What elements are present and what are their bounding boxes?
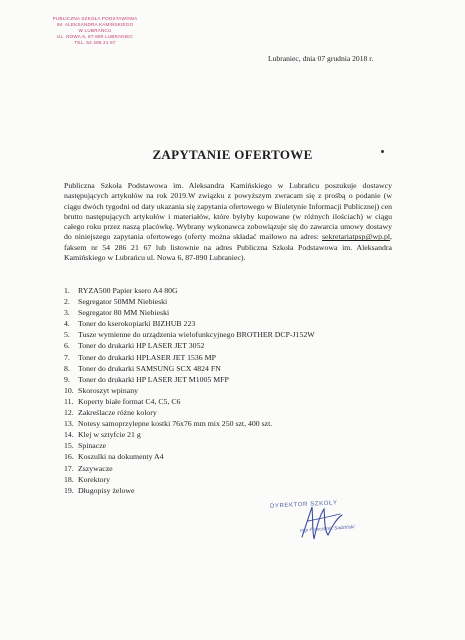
item-text: Zszywacze bbox=[78, 463, 113, 473]
list-item bbox=[64, 318, 315, 329]
item-number: 14. bbox=[64, 430, 74, 440]
item-text: Długopisy żelowe bbox=[78, 485, 135, 495]
items-list bbox=[64, 285, 315, 496]
stamp-line: W LUBRAŃCU bbox=[78, 28, 112, 34]
intro-paragraph bbox=[64, 181, 392, 263]
item-number: 19. bbox=[64, 485, 74, 495]
item-number: 3. bbox=[64, 308, 70, 318]
item-text: Toner do drukarki SAMSUNG SCX 4824 FN bbox=[78, 363, 221, 373]
item-text: Klej w sztyfcie 21 g bbox=[78, 430, 141, 440]
item-number: 9. bbox=[64, 374, 70, 384]
item-number: 4. bbox=[64, 319, 70, 329]
list-item bbox=[64, 429, 315, 440]
item-number: 18. bbox=[64, 474, 74, 484]
item-number: 6. bbox=[64, 341, 70, 351]
item-text: Koszulki na dokumenty A4 bbox=[78, 452, 164, 462]
item-number: 15. bbox=[64, 441, 74, 451]
item-text: Skoroszyt wpinany bbox=[78, 385, 138, 395]
item-number: 12. bbox=[64, 408, 74, 418]
item-text: Tusze wymienne do urządzenia wielofunkcyjnego BROTHER DCP-J152W bbox=[78, 330, 315, 340]
list-item bbox=[64, 474, 315, 485]
list-item bbox=[64, 363, 315, 374]
list-item bbox=[64, 463, 315, 474]
stamp-line: PUBLICZNA SZKOŁA PODSTAWOWA bbox=[52, 16, 138, 21]
item-number: 2. bbox=[64, 297, 70, 307]
item-number: 7. bbox=[64, 352, 70, 362]
email-link[interactable]: sekretariatpsp@wp.pl bbox=[322, 232, 391, 242]
list-item bbox=[64, 296, 315, 307]
signature-name: mgr Franciszek Sadziński bbox=[299, 525, 355, 534]
item-number: 11. bbox=[64, 396, 74, 406]
item-number: 10. bbox=[64, 385, 74, 395]
item-text: Zakreślacze różne kolory bbox=[78, 408, 157, 418]
item-text: Segregator 80 MM Niebieski bbox=[78, 308, 170, 318]
item-text: Toner do drukarki HP LASER JET 3052 bbox=[78, 341, 205, 351]
item-text: Korektory bbox=[78, 474, 111, 484]
item-text: Koperty białe format C4, C5, C6 bbox=[78, 396, 181, 406]
stamp-line: UL. NOWA 6, 87-890 LUBRANIEC bbox=[56, 34, 134, 40]
list-item bbox=[64, 329, 315, 340]
list-item bbox=[64, 418, 315, 429]
item-number: 5. bbox=[64, 330, 70, 340]
school-stamp bbox=[30, 16, 160, 46]
item-text: Segregator 50MM Niebieski bbox=[78, 297, 168, 307]
list-item bbox=[64, 340, 315, 351]
document-date: Lubraniec, dnia 07 grudnia 2018 r. bbox=[268, 54, 374, 63]
item-text: RYZA500 Papier ksero A4 80G bbox=[78, 286, 178, 295]
document-title: ZAPYTANIE OFERTOWE bbox=[152, 147, 313, 162]
stamp-line: IM. ALEKSANDRA KAMIŃSKIEGO bbox=[56, 22, 134, 28]
list-item bbox=[64, 396, 315, 407]
item-number: 17. bbox=[64, 463, 74, 473]
list-item bbox=[64, 407, 315, 418]
list-item bbox=[64, 374, 315, 385]
item-text: Spinacze bbox=[78, 441, 107, 451]
list-item bbox=[64, 285, 315, 296]
list-item bbox=[64, 440, 315, 451]
item-number: 13. bbox=[64, 419, 74, 429]
item-text: Toner do drukarki HPLASER JET 1536 MP bbox=[78, 352, 216, 362]
list-item bbox=[64, 352, 315, 363]
stamp-line: TEL. 54 286 21 67 bbox=[74, 40, 116, 46]
item-text: Toner do drukarki HP LASER JET M1005 MFP bbox=[78, 374, 229, 384]
list-item bbox=[64, 307, 315, 318]
list-item bbox=[64, 451, 315, 462]
intro-text-part2: , faksem nr 54 286 21 67 lub listownie na adres Publiczna Szkoła Podstawowa im. Aleksandra Kamińskiego w Lubrańcu ul. Nowa 6, 87-890 Lubraniec). bbox=[64, 232, 392, 263]
intro-text-part1: Publiczna Szkoła Podstawowa im. Aleksandra Kamińskiego w Lubrańcu poszukuje dostawcy następujących artykułów na rok 2019.W związku z powyższym zwracam się z prośbą o podanie (w ciągu dwóch tygodni od daty ukazania się zapytania ofertowego w Biuletynie Informacji Publicznej) cen brutto następujących artykułów i materiałów, które byłyby kupowane (w różnych ilościach) w ciągu całego roku przez naszą placówkę. Wybrany wykonawca zobowiązuje się do zawarcia umowy dostawy do niniejszego zapytania ofertowego (oferty można składać mailowo na adres: bbox=[64, 181, 392, 242]
signature-title: DYREKTOR SZKOŁY bbox=[269, 500, 338, 510]
item-number: 8. bbox=[64, 363, 70, 373]
item-text: Toner do kserokopiarki BIZHUB 223 bbox=[78, 319, 196, 329]
item-number: 1. bbox=[64, 286, 70, 295]
item-number: 16. bbox=[64, 452, 74, 462]
list-item bbox=[64, 385, 315, 396]
item-text: Notesy samoprzylepne kostki 76x76 mm mix 250 szt, 400 szt. bbox=[78, 419, 273, 429]
